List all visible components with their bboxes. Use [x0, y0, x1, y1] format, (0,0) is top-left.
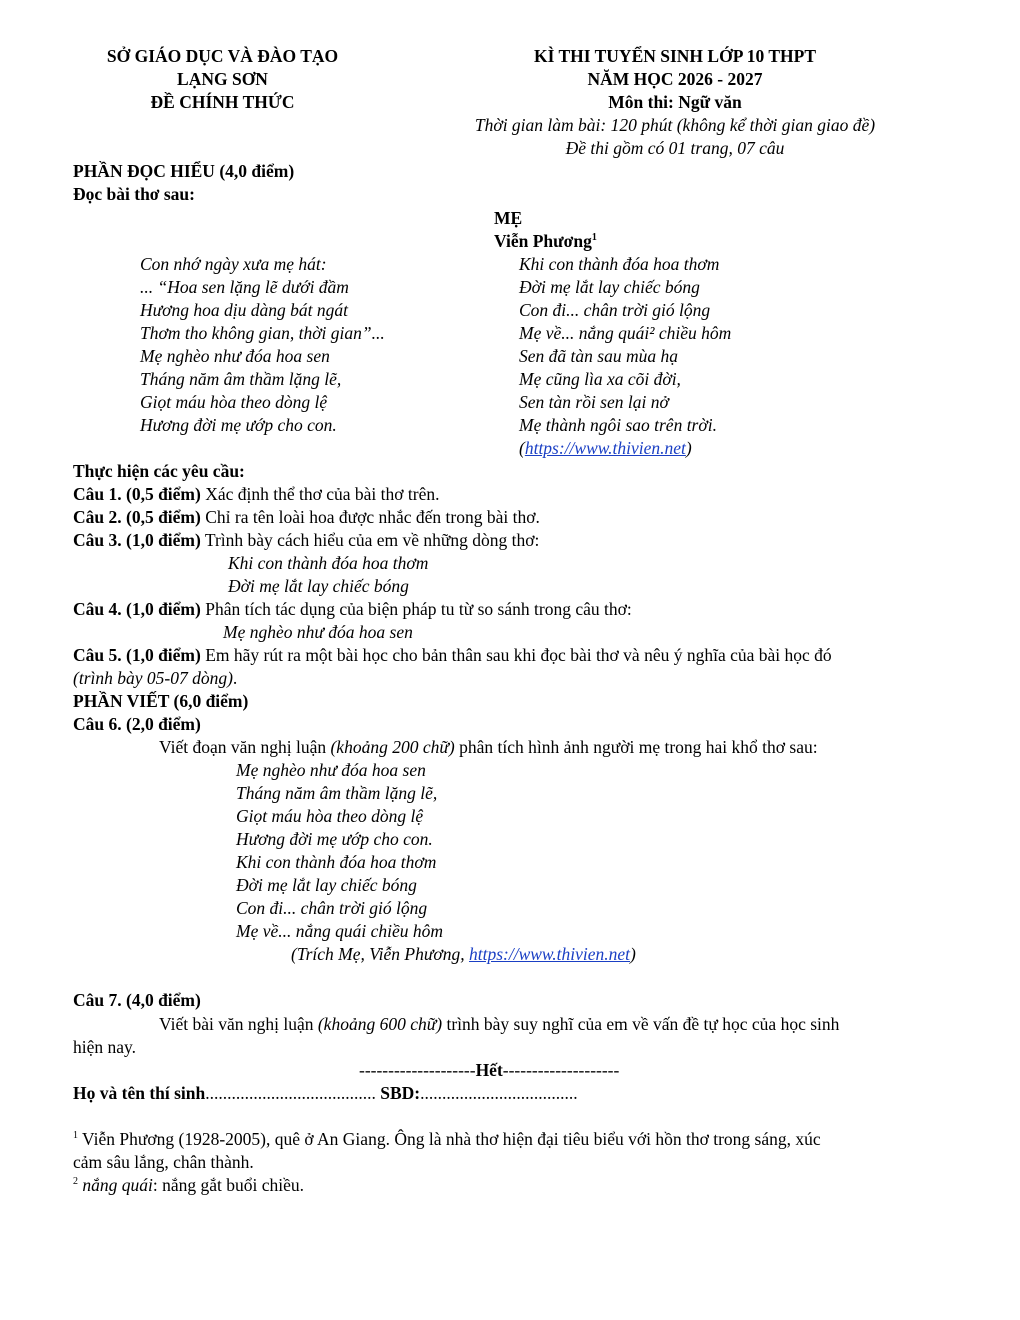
question-label: Câu 3. (1,0 điểm) [73, 530, 201, 550]
footnote-1-cont: cảm sâu lắng, chân thành. [73, 1152, 254, 1172]
quote-line: Con đi... chân trời gió lộng [236, 898, 428, 918]
poem-title: MẸ [494, 208, 523, 228]
poem-line: Đời mẹ lắt lay chiếc bóng [519, 277, 700, 297]
question-label: Câu 4. (1,0 điểm) [73, 599, 201, 619]
exam-title: KÌ THI TUYỂN SINH LỚP 10 THPT [533, 46, 817, 66]
footnote-mark: 2 [73, 1176, 78, 1187]
poem-line: Sen tàn rồi sen lại nở [519, 392, 669, 412]
quote-line: Tháng năm âm thầm lặng lẽ, [236, 783, 438, 803]
question-6-quote [236, 759, 443, 943]
question-4 [73, 598, 632, 621]
question-6-text [159, 736, 818, 759]
writing-heading: PHẦN VIẾT (6,0 điểm) [73, 691, 249, 711]
poem-line: Tháng năm âm thầm lặng lẽ, [140, 369, 342, 389]
reading-intro: Đọc bài thơ sau: [73, 184, 195, 204]
question-2 [73, 506, 540, 529]
length-note: (khoảng 200 chữ) [330, 737, 455, 757]
footnote-text: Viễn Phương (1928-2005), quê ở An Giang. Ông là nhà thơ hiện đại tiêu biểu với hồn thơ trong sáng, xúc [78, 1129, 821, 1149]
quote-line: Khi con thành đóa hoa thơm [236, 852, 437, 872]
tasks-heading: Thực hiện các yêu cầu: [73, 461, 245, 481]
footnote-2 [73, 1174, 304, 1197]
source-link[interactable]: https://www.thivien.net [468, 944, 631, 964]
dash-rule: -------------------- [359, 1060, 476, 1080]
poem-author-name: Viễn Phương [494, 231, 592, 251]
question-3 [73, 529, 539, 552]
source-paren: ) [685, 438, 692, 458]
end-marker [359, 1059, 619, 1082]
poem-line: ... “Hoa sen lặng lẽ dưới đầm [140, 277, 349, 297]
length-note: (trình bày 05-07 dòng) [73, 668, 233, 688]
poem-line: Mẹ về... nắng quái² chiều hôm [519, 323, 732, 343]
quote-line: Đời mẹ lắt lay chiếc bóng [228, 576, 409, 596]
poem-left-stanza [140, 253, 385, 437]
question-text: Viết bài văn nghị luận [159, 1014, 318, 1034]
question-text: Phân tích tác dụng của biện pháp tu từ so sánh trong câu thơ: [200, 599, 632, 619]
source-text: (Trích Mẹ, Viễn Phương, [291, 944, 469, 964]
question-7-label: Câu 7. (4,0 điểm) [73, 990, 201, 1010]
poem-source [519, 437, 731, 460]
school-year: NĂM HỌC 2026 - 2027 [587, 69, 763, 89]
poem-right-stanza [519, 253, 731, 460]
source-link[interactable]: https://www.thivien.net [524, 438, 686, 458]
footnote-1 [73, 1128, 821, 1151]
quote-line: Khi con thành đóa hoa thơm [228, 553, 429, 573]
dash-rule: -------------------- [502, 1060, 620, 1080]
footnote-ref-1[interactable]: 1 [591, 232, 597, 243]
question-5 [73, 644, 832, 667]
question-7-text [159, 1013, 839, 1036]
footnote-term: nắng quái [82, 1175, 153, 1195]
poem-line: Khi con thành đóa hoa thơm [519, 254, 720, 274]
quote-line: Đời mẹ lắt lay chiếc bóng [236, 875, 417, 895]
period: . [232, 668, 238, 688]
question-text: Xác định thể thơ của bài thơ trên. [200, 484, 440, 504]
question-6-label: Câu 6. (2,0 điểm) [73, 714, 201, 734]
question-text: Viết đoạn văn nghị luận [159, 737, 331, 757]
poem-author [494, 230, 597, 253]
reading-heading: PHẦN ĐỌC HIỂU (4,0 điểm) [73, 161, 295, 181]
source-paren: ) [630, 944, 636, 964]
question-text: Em hãy rút ra một bài học cho bản thân sau khi đọc bài thơ và nêu ý nghĩa của bài học đó [200, 645, 832, 665]
poem-line: Sen đã tàn sau mùa hạ [519, 346, 678, 366]
question-7-text-cont: hiện nay. [73, 1037, 137, 1057]
question-label: Câu 5. (1,0 điểm) [73, 645, 201, 665]
candidate-name-label: Họ và tên thí sinh [73, 1083, 206, 1103]
poem-line: Con nhớ ngày xưa mẹ hát: [140, 254, 327, 274]
poem-line: Giọt máu hòa theo dòng lệ [140, 392, 328, 412]
poem-line: Hương hoa dịu dàng bát ngát [140, 300, 348, 320]
question-1 [73, 483, 440, 506]
question-text: trình bày suy nghĩ của em về vấn đề tự học của học sinh [442, 1014, 840, 1034]
quote-line: Hương đời mẹ ướp cho con. [236, 829, 433, 849]
quote-line: Giọt máu hòa theo dòng lệ [236, 806, 424, 826]
official-exam-label: ĐỀ CHÍNH THỨC [150, 92, 295, 112]
question-text: Chỉ ra tên loài hoa được nhắc đến trong bài thơ. [200, 507, 540, 527]
sbd-field[interactable]: .................................... [420, 1083, 578, 1103]
province-name: LẠNG SƠN [177, 69, 268, 89]
candidate-info-line [73, 1082, 578, 1105]
question-label: Câu 1. (0,5 điểm) [73, 484, 201, 504]
quote-line: Mẹ nghèo như đóa hoa sen [236, 760, 426, 780]
question-6-source [291, 943, 636, 966]
question-label: Câu 2. (0,5 điểm) [73, 507, 201, 527]
time-limit: Thời gian làm bài: 120 phút (không kể thời gian giao đề) [474, 115, 876, 135]
footnote-mark: 1 [73, 1130, 78, 1141]
poem-line: Hương đời mẹ ướp cho con. [140, 415, 337, 435]
source-paren: ( [519, 438, 525, 458]
question-text: Trình bày cách hiểu của em về những dòng thơ: [200, 530, 540, 550]
quote-line: Mẹ về... nắng quái chiều hôm [236, 921, 444, 941]
question-text: phân tích hình ảnh người mẹ trong hai khổ thơ sau: [454, 737, 818, 757]
header-left [70, 45, 375, 114]
sbd-label: SBD: [375, 1083, 421, 1103]
poem-line: Con đi... chân trời gió lộng [519, 300, 711, 320]
subject: Môn thi: Ngữ văn [608, 92, 742, 112]
poem-line: Mẹ cũng lìa xa cõi đời, [519, 369, 681, 389]
question-3-quote [228, 552, 428, 598]
question-4-quote: Mẹ nghèo như đóa hoa sen [223, 622, 413, 642]
poem-line: Mẹ thành ngôi sao trên trời. [519, 415, 717, 435]
footnote-text: : nắng gắt buổi chiều. [152, 1175, 305, 1195]
question-5-note [73, 667, 237, 690]
end-word: Hết [475, 1060, 503, 1080]
poem-line: Mẹ nghèo như đóa hoa sen [140, 346, 330, 366]
header-right [420, 45, 930, 160]
department-name: SỞ GIÁO DỤC VÀ ĐÀO TẠO [106, 46, 339, 66]
length-note: (khoảng 600 chữ) [317, 1014, 443, 1034]
page-count: Đề thi gồm có 01 trang, 07 câu [565, 138, 785, 158]
candidate-name-field[interactable]: ....................................... [205, 1083, 376, 1103]
poem-line: Thơm tho không gian, thời gian”... [140, 323, 385, 343]
